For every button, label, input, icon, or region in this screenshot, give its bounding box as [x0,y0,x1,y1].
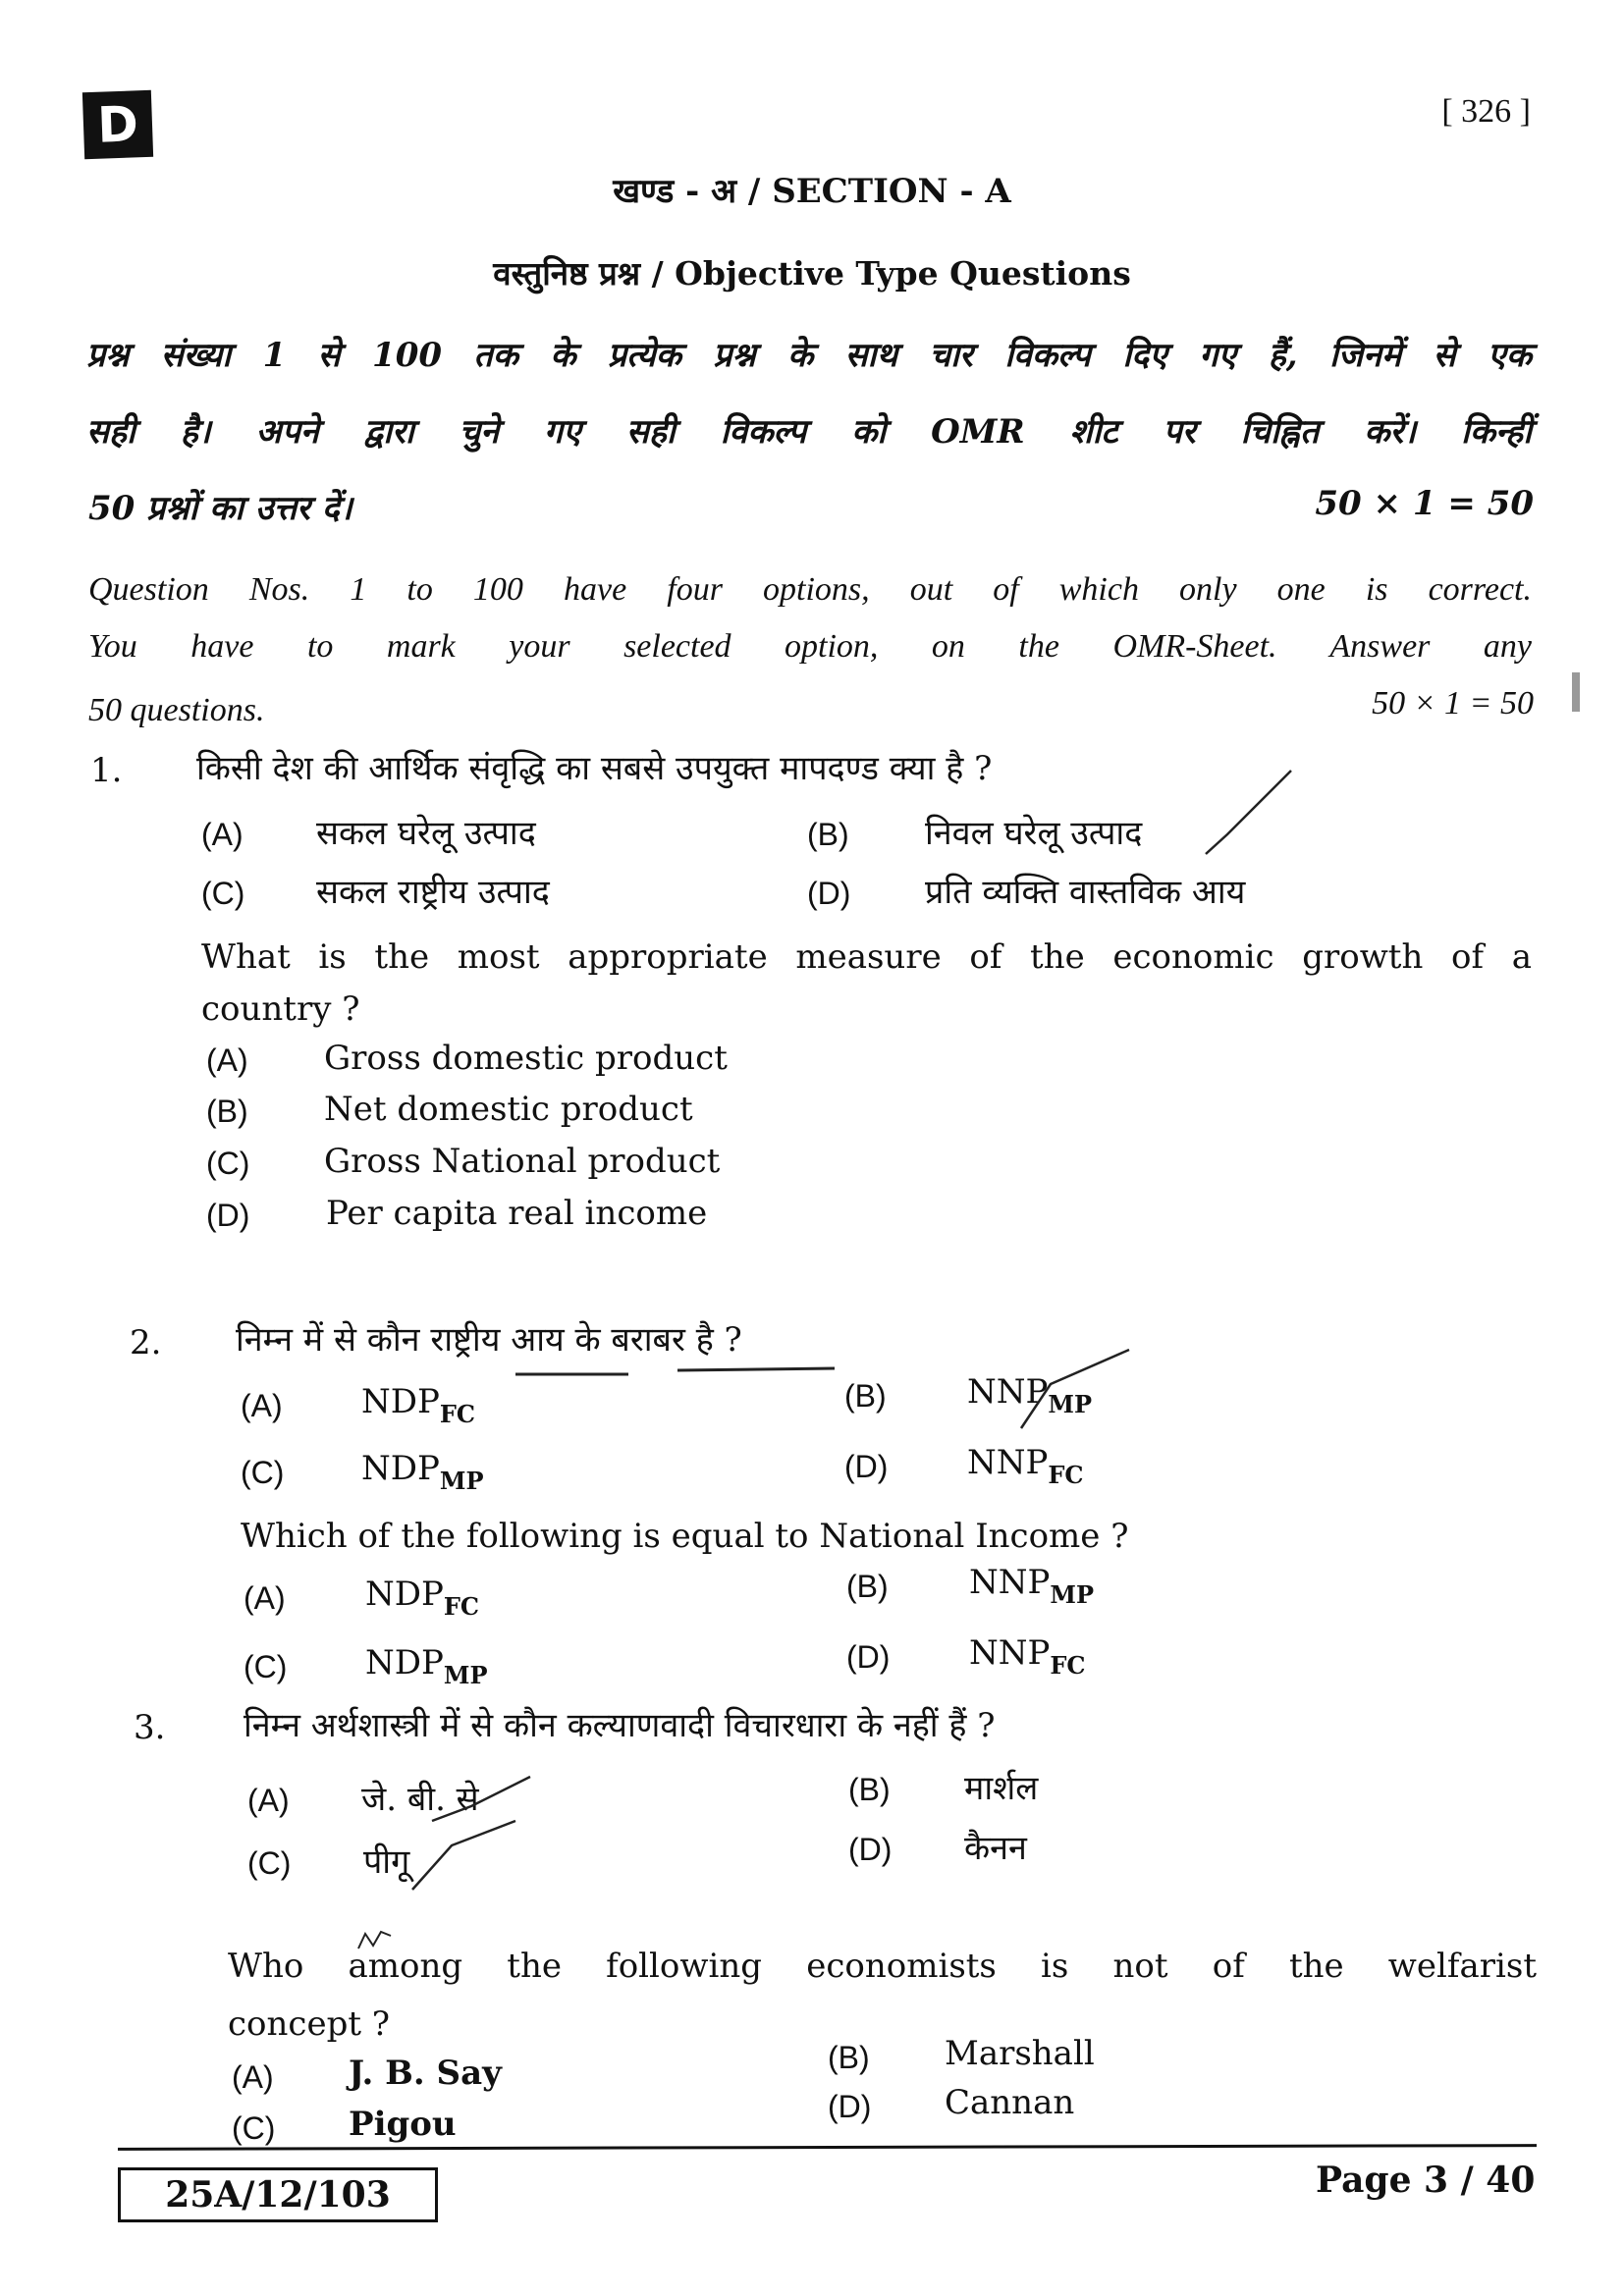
option-text: कैनन [964,1829,1027,1868]
option-label: (A) [206,1042,248,1078]
tick-mark [412,1821,515,1890]
option-text: सकल राष्ट्रीय उत्पाद [316,873,550,912]
instruction-hi-line: प्रश्न संख्या 1 से 100 तक के प्रत्येक प्रश्न के साथ चार विकल्प दिए गए हैं, जिनमें से एक [86,336,1532,375]
option-label: (B) [206,1094,248,1129]
option-label: (A) [232,2059,274,2095]
option-text: Pigou [349,2105,457,2144]
paper-code: [ 326 ] [1441,93,1531,130]
option-text: Gross domestic product [324,1039,728,1078]
option-text: $NNP_{MP}$ [969,1563,1095,1609]
question-text-en: concept ? [228,2004,391,2044]
option-text: प्रति व्यक्ति वास्तविक आय [925,873,1246,912]
underline-mark [677,1368,835,1370]
question-text-en: country ? [201,989,360,1029]
option-text: J. B. Say [349,2054,502,2093]
instruction-en-line: 50 questions. [88,692,265,728]
option-label: (D) [848,1832,893,1867]
instruction-hi-line: 50 प्रश्नों का उत्तर दें। [88,489,352,528]
marks-hi: 50 × 1 = 50 [1315,484,1534,523]
option-text: सकल घरेलू उत्पाद [316,814,536,853]
option-text: Marshall [945,2034,1095,2073]
page-number: Page 3 / 40 [1316,2160,1536,2201]
question-text-en: What is the most appropriate measure of the economic growth of a [201,937,1532,977]
option-label: (A) [247,1783,290,1818]
option-text: $NNP_{FC}$ [967,1443,1084,1489]
option-label: (D) [807,876,851,911]
option-label: (C) [241,1455,285,1490]
option-label: (C) [201,876,245,911]
option-label: (C) [244,1649,288,1684]
option-label: (A) [241,1388,283,1423]
option-text: Net domestic product [324,1090,693,1129]
question-number: 1. [90,751,123,790]
option-label: (A) [201,817,244,852]
instruction-hi-line: सही है। अपने द्वारा चुने गए सही विकल्प को OMR शीट पर चिह्नित करें। किन्हीं [86,412,1532,452]
footer-divider [118,2144,1537,2151]
tick-mark [1206,771,1291,854]
option-label: (B) [846,1569,889,1604]
marks-en: 50 × 1 = 50 [1372,685,1534,721]
option-label: (C) [247,1845,292,1881]
option-text: $NNP_{FC}$ [969,1633,1086,1680]
option-text: Per capita real income [326,1194,708,1233]
option-label: (B) [848,1772,891,1807]
option-label: (D) [206,1198,250,1233]
option-label: (B) [844,1378,887,1414]
question-text-en: Who among the following economists is not of the welfarist [228,1947,1537,1986]
set-code-badge: D [82,90,153,159]
option-text: निवल घरेलू उत्पाद [925,814,1143,853]
question-text-hi: निम्न अर्थशास्त्री में से कौन कल्याणवादी विचारधारा के नहीं हैं ? [244,1706,996,1745]
option-text: $NDP_{FC}$ [361,1382,476,1428]
option-label: (A) [244,1580,286,1616]
option-text: $NDP_{FC}$ [365,1575,480,1621]
question-number: 2. [130,1323,162,1362]
option-text: $NNP_{MP}$ [967,1372,1093,1418]
instruction-en-line: You have to mark your selected option, on the OMR-Sheet. Answer any [88,628,1532,665]
option-text: $NDP_{MP}$ [365,1643,488,1689]
question-text-hi: निम्न में से कौन राष्ट्रीय आय के बराबर है ? [236,1320,742,1360]
section-subtitle: वस्तुनिष्ठ प्रश्न / Objective Type Questions [493,254,1131,293]
section-title: खण्ड - अ / SECTION - A [613,172,1011,211]
option-text: जे. बी. से [361,1780,479,1819]
option-label: (D) [828,2089,872,2124]
option-text: Gross National product [324,1142,721,1181]
option-label: (D) [844,1449,889,1484]
option-text: मार्शल [964,1769,1039,1808]
question-text-en: Which of the following is equal to National Income ? [241,1517,1129,1556]
instruction-en-line: Question Nos. 1 to 100 have four options, out of which only one is correct. [88,571,1532,608]
option-label: (C) [206,1146,250,1181]
option-text: Cannan [945,2083,1075,2122]
option-text: पीगू [363,1842,410,1882]
option-text: $NDP_{MP}$ [361,1449,484,1495]
booklet-code: 25A/12/103 [118,2167,438,2222]
option-label: (C) [232,2110,276,2146]
option-label: (B) [828,2040,870,2075]
option-label: (D) [846,1639,891,1675]
option-label: (B) [807,817,849,852]
question-number: 3. [134,1708,166,1747]
question-text-hi: किसी देश की आर्थिक संवृद्धि का सबसे उपयुक्त मापदण्ड क्या है ? [196,749,993,788]
